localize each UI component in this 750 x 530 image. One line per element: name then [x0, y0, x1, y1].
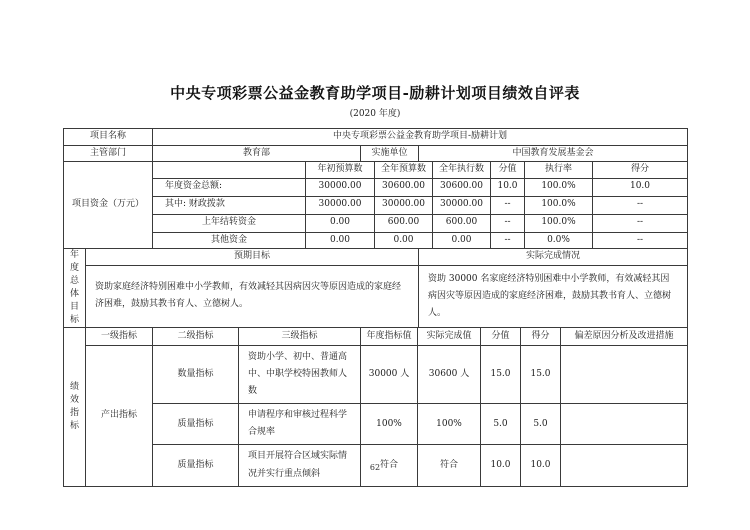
indicator-header: 一级指标: [86, 328, 153, 346]
funds-row-other: [64, 232, 688, 249]
fund-value: 30600.00: [433, 178, 491, 196]
fund-value: 10.0: [593, 178, 688, 196]
fund-value: 30000.00: [433, 196, 491, 214]
indicator-score: 5.0: [521, 404, 561, 445]
actual-result-header: 实际完成情况: [419, 249, 688, 266]
fund-value: 30600.00: [375, 178, 433, 196]
indicators-header-row: [64, 328, 688, 346]
indicator-score-max: 15.0: [481, 346, 521, 404]
annual-goal-content-row: [64, 265, 688, 327]
fund-value: 0.00: [306, 232, 375, 249]
annual-goal-side-label: [64, 249, 86, 328]
table-row: [64, 145, 688, 162]
annual-goal-side-label-text: 年度总体目标: [69, 250, 79, 325]
fund-row-label: 其中: 财政拨款: [153, 196, 306, 214]
indicator-row: [64, 346, 688, 404]
fund-value: --: [593, 214, 688, 232]
indicator-score: 10.0: [521, 445, 561, 486]
indicator-level2: 数量指标: [153, 346, 239, 404]
indicator-header: 年度指标值: [361, 328, 418, 346]
actual-result-text: 资助 30000 名家庭经济特别困难中小学教师，有效减轻其因病因灾等原因造成的家庭经济困难，鼓励其教书育人、立德树人。: [419, 265, 688, 327]
funds-header: 得分: [593, 162, 688, 179]
indicator-score-max: 5.0: [481, 404, 521, 445]
fund-value: 10.0: [491, 178, 525, 196]
fund-value: 600.00: [433, 214, 491, 232]
table-row: [64, 129, 688, 146]
expected-goal-header: 预期目标: [86, 249, 419, 266]
indicator-level3: 资助小学、初中、普通高中、中职学校特困教师人数: [239, 346, 361, 404]
fund-row-label: 其他资金: [153, 232, 306, 249]
fund-value: --: [491, 196, 525, 214]
page-number: 62: [369, 463, 381, 472]
dept-label: 主管部门: [64, 145, 153, 162]
funds-table: [63, 161, 688, 249]
funds-header: 执行率: [525, 162, 593, 179]
document-title: 中央专项彩票公益金教育助学项目-励耕计划项目绩效自评表: [170, 84, 580, 102]
indicator-target: 100%: [361, 404, 418, 445]
project-info-table: [63, 128, 688, 162]
indicator-level2: 质量指标: [153, 404, 239, 445]
annual-goal-table: [63, 248, 688, 328]
funds-row-fiscal: [64, 196, 688, 214]
indicators-side-label-text: 绩效指标: [69, 381, 79, 431]
indicator-level3: 项目开展符合区域实际情况并实行重点倾斜: [239, 445, 361, 486]
indicator-target: 30000 人: [361, 346, 418, 404]
indicator-actual: 100%: [418, 404, 481, 445]
fund-value: 30000.00: [375, 196, 433, 214]
fund-row-label: 上年结转资金: [153, 214, 306, 232]
fund-value: --: [593, 232, 688, 249]
fund-value: 0.00: [306, 214, 375, 232]
indicator-header: 分值: [481, 328, 521, 346]
indicator-deviation: [561, 346, 688, 404]
project-name-value: 中央专项彩票公益金教育助学项目-励耕计划: [153, 129, 688, 146]
funds-header: 分值: [491, 162, 525, 179]
funds-row-total: [64, 178, 688, 196]
annual-goal-header-row: [64, 249, 688, 266]
self-evaluation-table: [63, 128, 687, 487]
fund-row-label: 年度资金总额:: [153, 178, 306, 196]
indicator-header: 偏差原因分析及改进措施: [561, 328, 688, 346]
indicator-score: 15.0: [521, 346, 561, 404]
funds-subheader-spacer: [153, 162, 306, 179]
fund-value: 30000.00: [306, 178, 375, 196]
fund-value: --: [491, 232, 525, 249]
funds-side-label: 项目资金（万元）: [64, 162, 153, 249]
project-name-label: 项目名称: [64, 129, 153, 146]
funds-header: 年初预算数: [306, 162, 375, 179]
fund-value: 0.00: [375, 232, 433, 249]
indicator-level1: 产出指标: [86, 346, 153, 487]
indicator-target: 符合: [361, 445, 418, 486]
fund-value: 100.0%: [525, 178, 593, 196]
fund-value: 600.00: [375, 214, 433, 232]
indicator-header: 三级指标: [239, 328, 361, 346]
indicator-level2: 质量指标: [153, 445, 239, 486]
fund-value: --: [491, 214, 525, 232]
indicator-header: 得分: [521, 328, 561, 346]
expected-goal-text: 资助家庭经济特别困难中小学教师，有效减轻其因病因灾等原因造成的家庭经济困难，鼓励其教书育人、立德树人。: [86, 265, 419, 327]
impl-value: 中国教育发展基金会: [419, 145, 688, 162]
indicator-header: 实际完成值: [418, 328, 481, 346]
document-subtitle: (2020 年度): [349, 109, 401, 119]
fund-value: 0.0%: [525, 232, 593, 249]
fund-value: 100.0%: [525, 214, 593, 232]
indicator-actual: 30600 人: [418, 346, 481, 404]
funds-header: 全年执行数: [433, 162, 491, 179]
indicator-deviation: [561, 404, 688, 445]
fund-value: 0.00: [433, 232, 491, 249]
fund-value: 100.0%: [525, 196, 593, 214]
indicator-row: [64, 404, 688, 445]
fund-value: 30000.00: [306, 196, 375, 214]
dept-value: 教育部: [153, 145, 361, 162]
fund-value: --: [593, 196, 688, 214]
funds-header: 全年预算数: [375, 162, 433, 179]
indicator-score-max: 10.0: [481, 445, 521, 486]
indicator-level3: 申请程序和审核过程科学合规率: [239, 404, 361, 445]
funds-row-carryover: [64, 214, 688, 232]
funds-header-row: [64, 162, 688, 179]
indicator-actual: 符合: [418, 445, 481, 486]
impl-label: 实施单位: [361, 145, 419, 162]
indicator-header: 二级指标: [153, 328, 239, 346]
